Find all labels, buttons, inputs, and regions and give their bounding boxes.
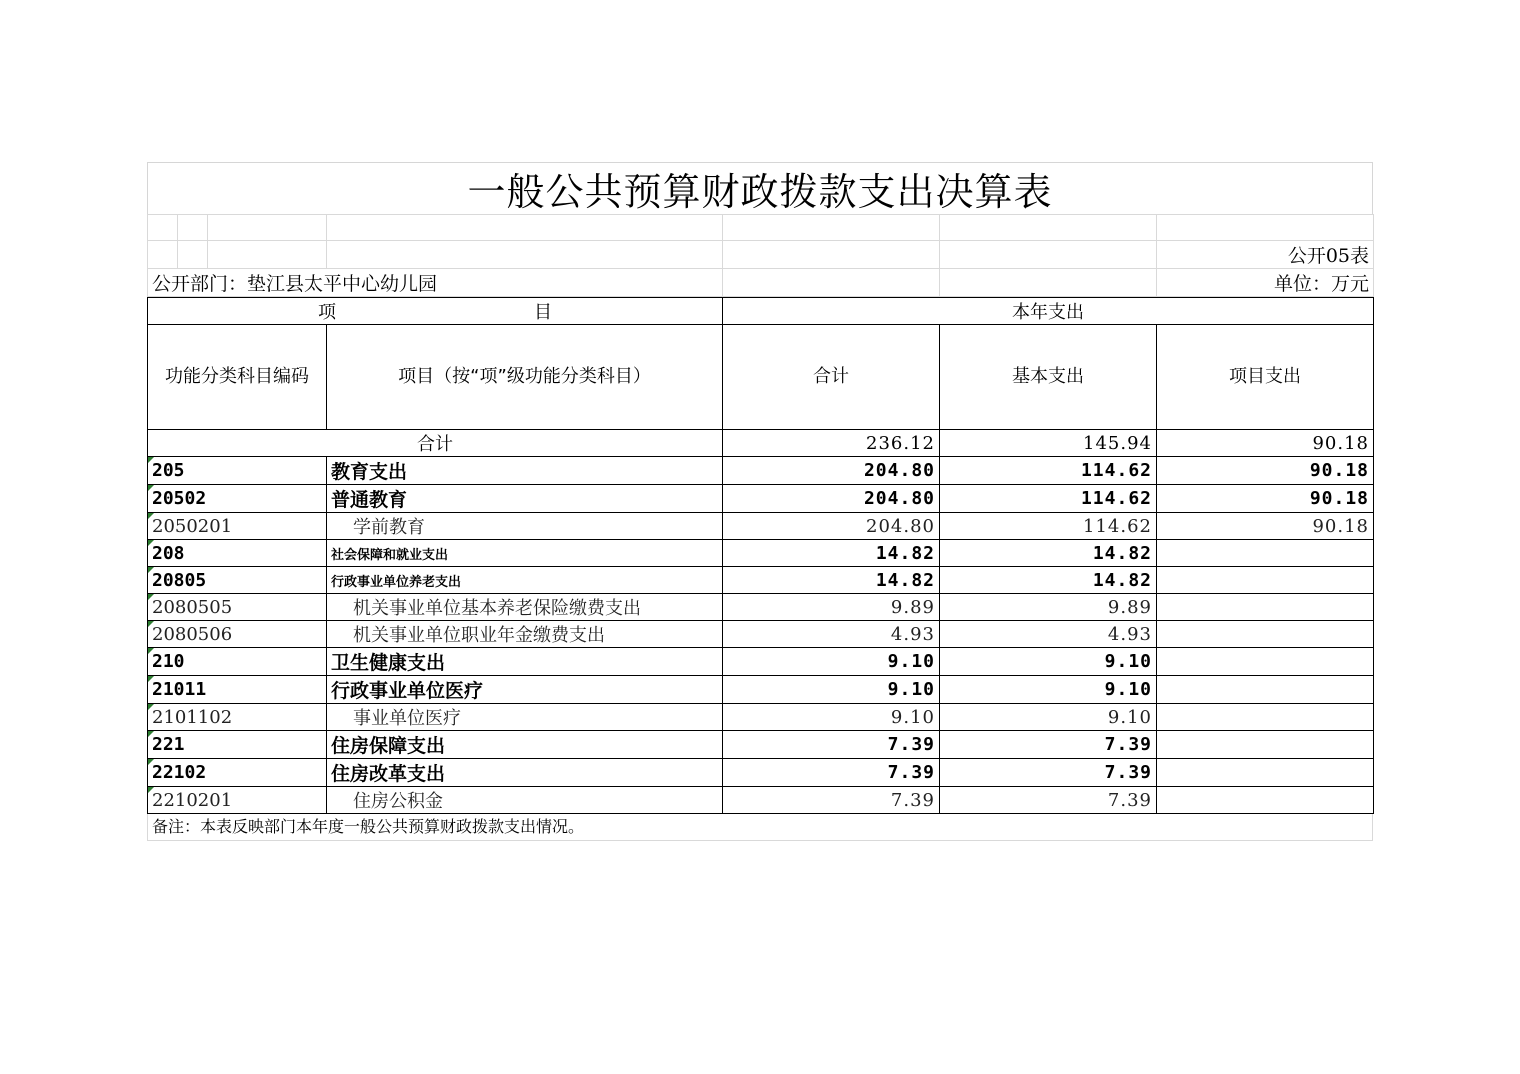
row-project: 90.18 <box>1157 513 1374 540</box>
row-code: 2050201 <box>148 513 327 540</box>
table-number-row <box>148 241 1374 269</box>
row-name: 机关事业单位基本养老保险缴费支出 <box>327 594 723 621</box>
table-row <box>148 594 1374 621</box>
expense-table <box>147 297 1374 814</box>
row-name: 行政事业单位养老支出 <box>327 567 723 594</box>
row-project <box>1157 704 1374 731</box>
budget-sheet <box>147 162 1373 841</box>
row-name: 机关事业单位职业年金缴费支出 <box>327 621 723 648</box>
row-code: 210 <box>148 648 327 676</box>
row-basic: 114.62 <box>940 457 1157 485</box>
row-basic: 114.62 <box>940 485 1157 513</box>
row-project <box>1157 759 1374 787</box>
header-project: 项目支出 <box>1157 325 1374 430</box>
total-row <box>148 430 1374 457</box>
header-name: 项目（按“项”级功能分类科目） <box>327 325 723 430</box>
row-name: 住房公积金 <box>327 787 723 814</box>
table-row <box>148 648 1374 676</box>
department-row <box>148 269 1374 297</box>
row-total: 9.10 <box>723 676 940 704</box>
unit-label: 单位：万元 <box>1157 269 1374 297</box>
row-project: 90.18 <box>1157 485 1374 513</box>
row-basic: 9.10 <box>940 676 1157 704</box>
row-total: 204.80 <box>723 513 940 540</box>
row-project <box>1157 621 1374 648</box>
footnote: 备注：本表反映部门本年度一般公共预算财政拨款支出情况。 <box>147 814 1373 841</box>
header-year-expense: 本年支出 <box>723 298 1374 325</box>
row-total: 9.10 <box>723 648 940 676</box>
row-total: 14.82 <box>723 567 940 594</box>
row-code: 22102 <box>148 759 327 787</box>
total-basic: 145.94 <box>940 430 1157 457</box>
row-code: 2080505 <box>148 594 327 621</box>
header-item: 项 目 <box>148 298 723 325</box>
row-project <box>1157 648 1374 676</box>
department-label: 公开部门：垫江县太平中心幼儿园 <box>148 269 723 297</box>
row-name: 社会保障和就业支出 <box>327 540 723 567</box>
title-row <box>147 162 1373 214</box>
table-row <box>148 513 1374 540</box>
table-row <box>148 787 1374 814</box>
row-code: 208 <box>148 540 327 567</box>
row-project <box>1157 787 1374 814</box>
table-row <box>148 540 1374 567</box>
row-basic: 14.82 <box>940 567 1157 594</box>
row-total: 14.82 <box>723 540 940 567</box>
row-project <box>1157 594 1374 621</box>
row-total: 9.89 <box>723 594 940 621</box>
row-name: 教育支出 <box>327 457 723 485</box>
row-total: 7.39 <box>723 731 940 759</box>
table-row <box>148 704 1374 731</box>
header-row-2 <box>148 325 1374 430</box>
row-code: 205 <box>148 457 327 485</box>
row-code: 221 <box>148 731 327 759</box>
header-total: 合计 <box>723 325 940 430</box>
row-code: 2080506 <box>148 621 327 648</box>
row-basic: 114.62 <box>940 513 1157 540</box>
row-total: 7.39 <box>723 787 940 814</box>
row-code: 20502 <box>148 485 327 513</box>
row-name: 行政事业单位医疗 <box>327 676 723 704</box>
table-number: 公开05表 <box>1157 241 1374 269</box>
row-basic: 14.82 <box>940 540 1157 567</box>
row-total: 204.80 <box>723 485 940 513</box>
page-title: 一般公共预算财政拨款支出决算表 <box>467 170 1053 214</box>
header-basic: 基本支出 <box>940 325 1157 430</box>
row-total: 7.39 <box>723 759 940 787</box>
table-row <box>148 457 1374 485</box>
total-project: 90.18 <box>1157 430 1374 457</box>
row-project <box>1157 567 1374 594</box>
table-row <box>148 731 1374 759</box>
row-total: 204.80 <box>723 457 940 485</box>
row-basic: 7.39 <box>940 787 1157 814</box>
row-basic: 9.89 <box>940 594 1157 621</box>
total-label: 合计 <box>148 430 723 457</box>
row-basic: 9.10 <box>940 704 1157 731</box>
sheet-info-grid <box>147 214 1374 297</box>
empty-row <box>148 215 1374 241</box>
row-project <box>1157 676 1374 704</box>
row-project: 90.18 <box>1157 457 1374 485</box>
row-name: 住房保障支出 <box>327 731 723 759</box>
row-total: 4.93 <box>723 621 940 648</box>
row-code: 2210201 <box>148 787 327 814</box>
row-name: 卫生健康支出 <box>327 648 723 676</box>
row-basic: 7.39 <box>940 759 1157 787</box>
table-row <box>148 759 1374 787</box>
row-code: 2101102 <box>148 704 327 731</box>
header-row-1 <box>148 298 1374 325</box>
row-basic: 7.39 <box>940 731 1157 759</box>
row-project <box>1157 731 1374 759</box>
total-sum: 236.12 <box>723 430 940 457</box>
row-code: 20805 <box>148 567 327 594</box>
row-name: 事业单位医疗 <box>327 704 723 731</box>
row-name: 住房改革支出 <box>327 759 723 787</box>
row-code: 21011 <box>148 676 327 704</box>
row-total: 9.10 <box>723 704 940 731</box>
row-basic: 4.93 <box>940 621 1157 648</box>
table-row <box>148 676 1374 704</box>
header-code: 功能分类科目编码 <box>148 325 327 430</box>
row-name: 普通教育 <box>327 485 723 513</box>
table-row <box>148 621 1374 648</box>
row-basic: 9.10 <box>940 648 1157 676</box>
table-row <box>148 485 1374 513</box>
row-name: 学前教育 <box>327 513 723 540</box>
table-row <box>148 567 1374 594</box>
row-project <box>1157 540 1374 567</box>
